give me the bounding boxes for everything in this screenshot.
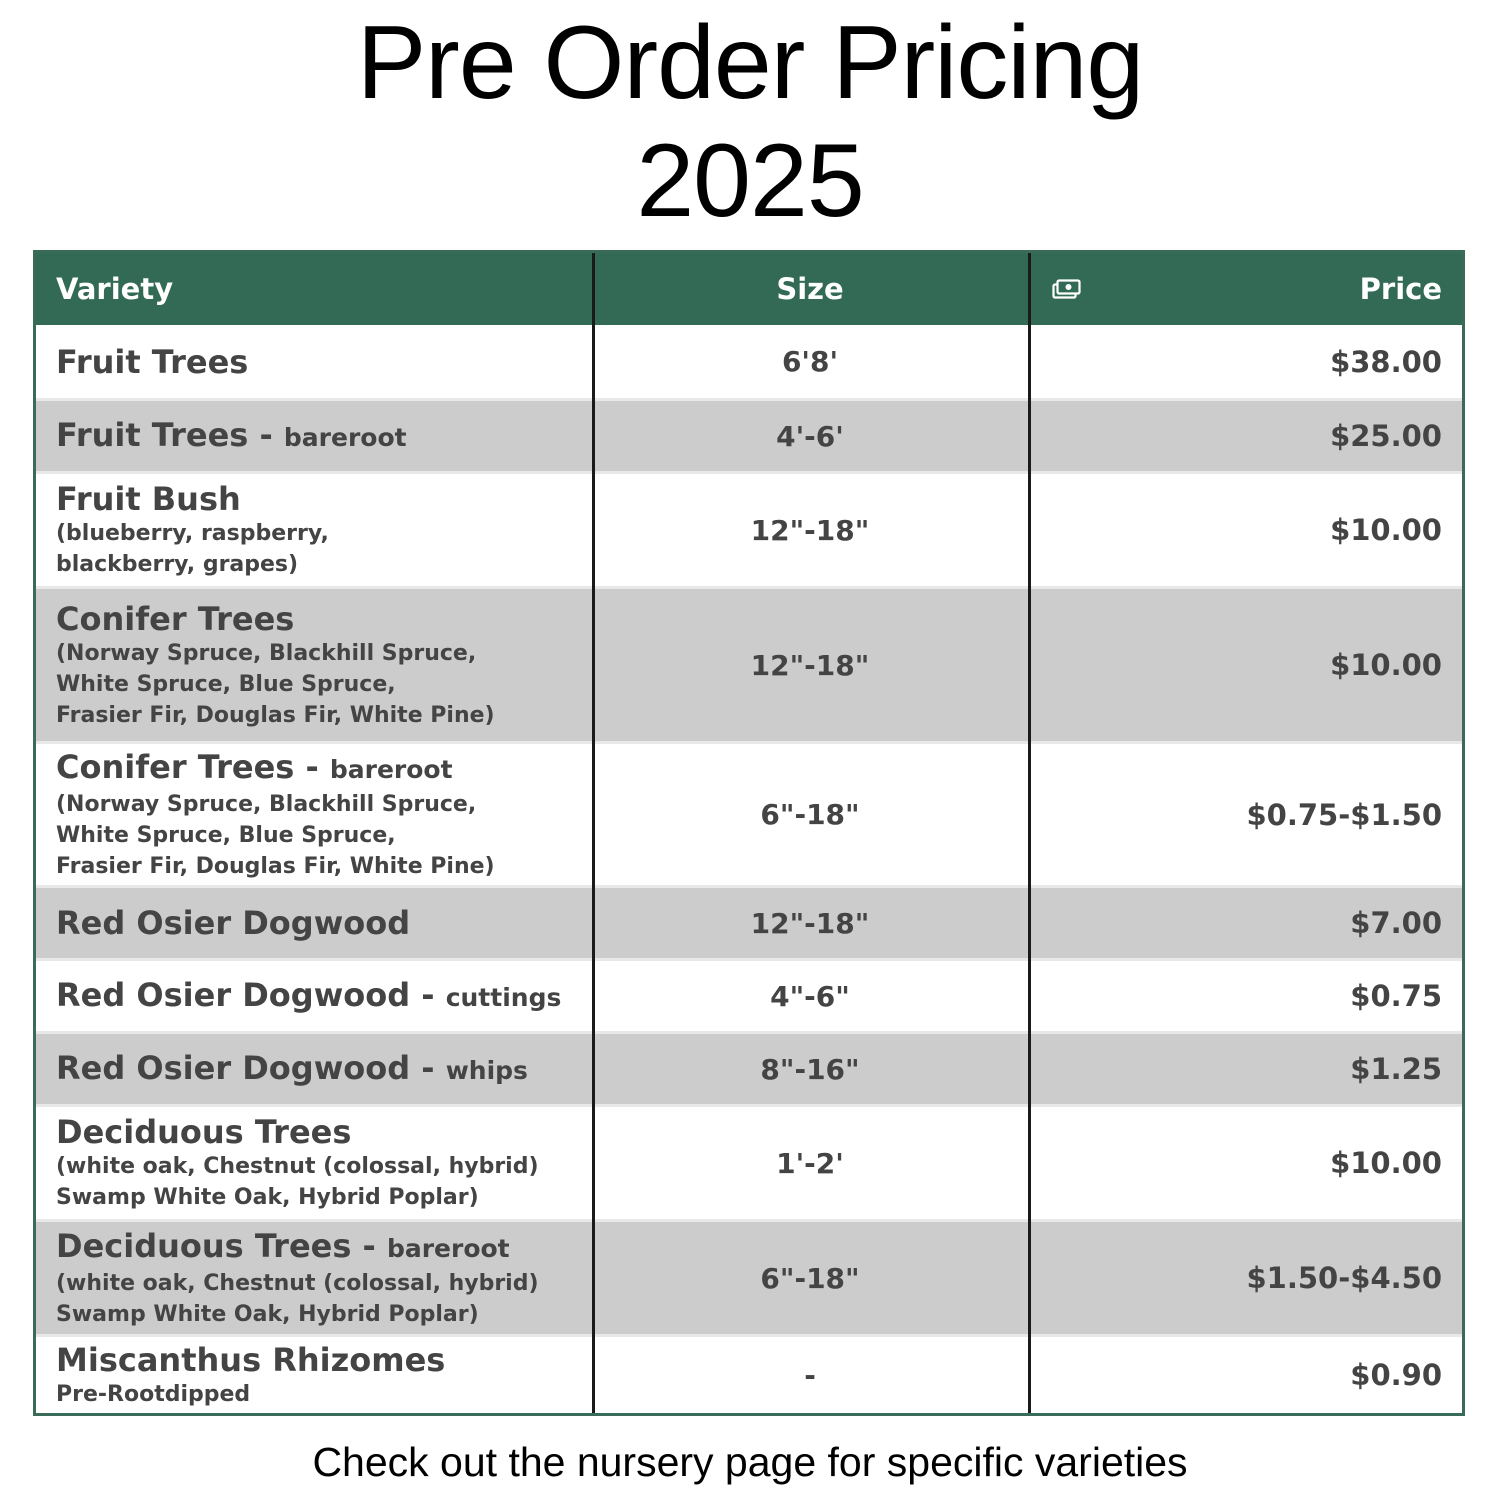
variety-name: Fruit Trees	[56, 342, 249, 381]
variety-name-line	[56, 480, 586, 518]
variety-name: Red Osier Dogwood -	[56, 1048, 435, 1087]
money-icon	[1052, 279, 1082, 299]
table-row	[36, 398, 1462, 471]
variety-suffix: bareroot	[329, 754, 453, 784]
variety-suffix: bareroot	[283, 422, 407, 452]
cell-variety	[56, 474, 586, 586]
variety-description: (Norway Spruce, Blackhill Spruce,	[56, 791, 477, 817]
cell-variety	[56, 888, 586, 958]
cell-variety	[56, 1222, 586, 1334]
cell-price: $1.25	[1350, 1052, 1442, 1086]
variety-description: Pre-Rootdipped	[56, 1381, 251, 1407]
table-row	[36, 325, 1462, 398]
variety-description: Swamp White Oak, Hybrid Poplar)	[56, 1185, 479, 1210]
cell-price: $0.90	[1350, 1358, 1442, 1392]
table-row	[36, 471, 1462, 586]
cell-size: 6'8'	[781, 345, 839, 378]
cell-variety	[56, 1034, 586, 1104]
cell-size: -	[804, 1358, 816, 1392]
variety-description: (white oak, Chestnut (colossal, hybrid)	[56, 1270, 539, 1296]
variety-description: Swamp White Oak, Hybrid Poplar)	[56, 1301, 479, 1327]
cell-variety	[56, 325, 586, 398]
variety-suffix: bareroot	[386, 1233, 510, 1263]
cell-size: 6"-18"	[760, 798, 860, 831]
cell-price: $10.00	[1330, 513, 1442, 547]
variety-description: blackberry, grapes)	[56, 552, 299, 577]
cell-size: 1'-2'	[776, 1146, 844, 1180]
cell-variety	[56, 1337, 586, 1413]
variety-name: Miscanthus Rhizomes	[56, 1340, 446, 1379]
variety-name-line	[56, 343, 586, 381]
cell-size: 8"-16"	[760, 1052, 860, 1086]
cell-variety	[56, 401, 586, 471]
cell-variety	[56, 589, 586, 741]
cell-variety	[56, 744, 586, 885]
variety-suffix: whips	[445, 1055, 528, 1085]
cell-price: $10.00	[1330, 648, 1442, 682]
pricing-table	[33, 250, 1465, 1416]
cell-price: $7.00	[1350, 906, 1442, 940]
cell-price: $25.00	[1330, 419, 1442, 453]
variety-description: (white oak, Chestnut (colossal, hybrid)	[56, 1154, 539, 1179]
variety-name-line	[56, 904, 586, 942]
table-row	[36, 1334, 1462, 1413]
header-size: Size	[776, 272, 844, 306]
table-row	[36, 1031, 1462, 1104]
variety-name: Conifer Trees -	[56, 747, 319, 786]
variety-name: Fruit Trees -	[56, 415, 273, 454]
cell-size: 12"-18"	[750, 648, 870, 682]
cell-price: $10.00	[1330, 1146, 1442, 1180]
variety-name-line	[56, 748, 586, 789]
variety-name: Fruit Bush	[56, 480, 241, 518]
variety-name: Conifer Trees	[56, 599, 295, 638]
variety-name-line	[56, 1113, 586, 1151]
footer-note: Check out the nursery page for specific varieties	[312, 1439, 1188, 1485]
page-title: Pre Order Pricing	[356, 5, 1144, 121]
variety-suffix: cuttings	[445, 982, 562, 1012]
table-row	[36, 885, 1462, 958]
cell-size: 12"-18"	[750, 513, 870, 547]
variety-name: Red Osier Dogwood	[56, 904, 411, 942]
table-row	[36, 1104, 1462, 1219]
variety-description: Frasier Fir, Douglas Fir, White Pine)	[56, 702, 495, 728]
variety-name: Deciduous Trees -	[56, 1226, 376, 1265]
variety-description: (Norway Spruce, Blackhill Spruce,	[56, 640, 477, 666]
variety-name-line	[56, 1049, 586, 1090]
variety-name-line	[56, 600, 586, 638]
cell-variety	[56, 1107, 586, 1219]
cell-size: 6"-18"	[760, 1261, 860, 1295]
cell-price: $0.75	[1350, 979, 1442, 1013]
table-row	[36, 1219, 1462, 1334]
table-row	[36, 958, 1462, 1031]
variety-description: White Spruce, Blue Spruce,	[56, 822, 396, 848]
cell-variety	[56, 961, 586, 1031]
variety-name-line	[56, 1341, 586, 1379]
cell-size: 4"-6"	[770, 979, 850, 1013]
variety-name-line	[56, 1227, 586, 1268]
column-divider	[592, 253, 595, 1413]
column-divider	[1028, 253, 1031, 1413]
header-price: Price	[1359, 272, 1442, 306]
variety-name-line	[56, 976, 586, 1017]
cell-price: $38.00	[1330, 344, 1442, 379]
table-row	[36, 741, 1462, 885]
cell-price: $0.75-$1.50	[1246, 797, 1442, 832]
variety-name-line	[56, 416, 586, 457]
variety-name: Red Osier Dogwood -	[56, 975, 435, 1014]
page-title-year: 2025	[636, 123, 864, 239]
cell-size: 4'-6'	[776, 419, 844, 453]
table-header	[36, 253, 1462, 325]
cell-size: 12"-18"	[750, 906, 870, 940]
variety-description: Frasier Fir, Douglas Fir, White Pine)	[56, 853, 495, 879]
variety-description: (blueberry, raspberry,	[56, 521, 329, 546]
cell-price: $1.50-$4.50	[1246, 1261, 1442, 1295]
variety-description: White Spruce, Blue Spruce,	[56, 671, 396, 697]
table-row	[36, 586, 1462, 741]
variety-name: Deciduous Trees	[56, 1113, 352, 1151]
header-variety: Variety	[56, 272, 174, 306]
